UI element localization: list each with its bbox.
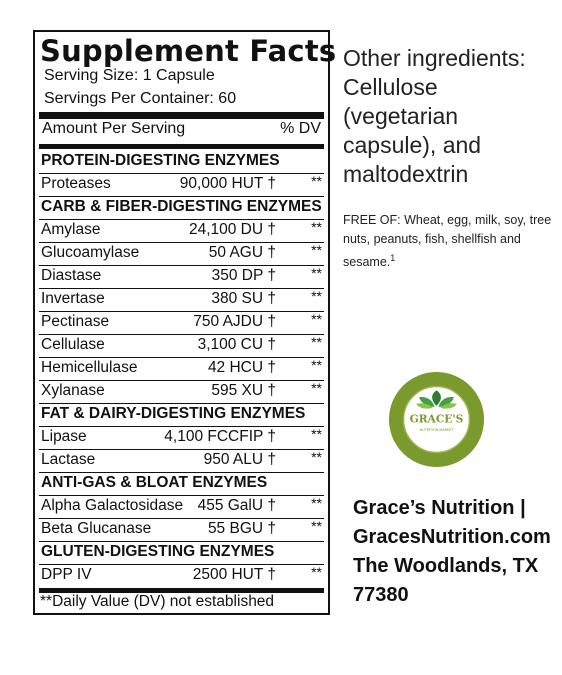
contact-block [353, 494, 558, 610]
nutrient-dv: ** [311, 173, 322, 189]
other-ingredients: Other ingredients: Cellulose (vegetarian capsule), and maltodextrin [343, 45, 526, 187]
nutrient-row [41, 451, 322, 473]
servings-per-container: Servings Per Container: 60 [44, 90, 237, 107]
amount-per-serving-label: Amount Per Serving [42, 120, 186, 137]
nutrient-dv: ** [311, 334, 322, 350]
nutrient-amount: 950 ALU † [203, 451, 276, 468]
nutrient-row [41, 520, 322, 542]
logo-text: GRACE'S [409, 412, 464, 426]
nutrient-row [41, 221, 322, 243]
allergen-statement [343, 211, 553, 272]
divider-thick [39, 112, 324, 119]
nutrient-dv: ** [311, 380, 322, 396]
nutrient-row [41, 244, 322, 266]
nutrient-amount: 750 AJDU † [193, 313, 276, 330]
section-heading: GLUTEN-DIGESTING ENZYMES [41, 543, 275, 560]
supplement-facts-panel [33, 30, 337, 615]
nutrient-name: Proteases [41, 175, 111, 192]
divider [39, 495, 324, 496]
nutrient-dv: ** [311, 219, 322, 235]
divider [39, 311, 324, 312]
section-heading: ANTI-GAS & BLOAT ENZYMES [41, 474, 268, 491]
nutrient-row [41, 175, 322, 197]
divider [39, 357, 324, 358]
divider-medium [39, 144, 324, 149]
nutrient-dv: ** [311, 449, 322, 465]
nutrient-name: Glucoamylase [41, 244, 140, 261]
dv-footnote: **Daily Value (DV) not established [40, 593, 275, 610]
amount-header-row [42, 120, 321, 142]
nutrient-row [41, 359, 322, 381]
nutrient-name: Invertase [41, 290, 105, 307]
divider [39, 173, 324, 174]
nutrient-amount: 55 BGU † [207, 520, 276, 537]
contact-line: The Woodlands, TX [353, 555, 539, 577]
nutrient-amount: 90,000 HUT † [179, 175, 276, 192]
divider [39, 334, 324, 335]
nutrient-dv: ** [311, 311, 322, 327]
nutrient-amount: 24,100 DU † [188, 221, 276, 238]
nutrient-name: Lactase [41, 451, 96, 468]
divider [39, 449, 324, 450]
divider [39, 564, 324, 565]
nutrient-name: Beta Glucanase [41, 520, 152, 537]
divider [39, 403, 324, 404]
nutrient-name: Cellulase [41, 336, 105, 353]
nutrient-row [41, 428, 322, 450]
nutrient-row [41, 566, 322, 588]
nutrient-amount: 50 AGU † [208, 244, 276, 261]
contact-line: 77380 [353, 584, 409, 606]
divider [39, 541, 324, 542]
nutrient-dv: ** [311, 426, 322, 442]
logo-subtext: NUTRITION MARKET [419, 428, 454, 433]
nutrient-dv: ** [311, 242, 322, 258]
nutrient-dv: ** [311, 564, 322, 580]
nutrient-dv: ** [311, 288, 322, 304]
nutrient-amount: 2500 HUT † [192, 566, 276, 583]
section-heading: PROTEIN-DIGESTING ENZYMES [41, 152, 280, 169]
nutrient-row [41, 290, 322, 312]
nutrient-row [41, 267, 322, 289]
nutrient-name: Lipase [41, 428, 87, 445]
nutrient-dv: ** [311, 518, 322, 534]
divider [39, 380, 324, 381]
dv-header-label: % DV [280, 120, 321, 137]
divider [39, 426, 324, 427]
nutrient-name: Pectinase [41, 313, 110, 330]
section-heading: CARB & FIBER-DIGESTING ENZYMES [41, 198, 322, 215]
nutrient-amount: 380 SU † [211, 290, 276, 307]
panel-title: Supplement Facts [40, 34, 337, 68]
divider [39, 288, 324, 289]
nutrient-amount: 4,100 FCCFIP † [164, 428, 276, 445]
contact-line: Grace’s Nutrition | [353, 497, 526, 519]
divider [39, 196, 324, 197]
nutrient-row [41, 313, 322, 335]
grace-leaf-logo-icon [388, 371, 485, 468]
nutrient-row [41, 382, 322, 404]
website-link[interactable]: GracesNutrition.com [353, 526, 551, 548]
nutrient-row [41, 336, 322, 358]
divider [39, 518, 324, 519]
divider [39, 219, 324, 220]
nutrient-dv: ** [311, 495, 322, 511]
nutrient-row [41, 497, 322, 519]
section-heading: FAT & DAIRY-DIGESTING ENZYMES [41, 405, 306, 422]
nutrient-amount: 595 XU † [211, 382, 276, 399]
footnote-mark: 1 [390, 253, 396, 263]
nutrient-dv: ** [311, 357, 322, 373]
nutrient-amount: 455 GalU † [197, 497, 276, 514]
nutrient-amount: 42 HCU † [207, 359, 276, 376]
nutrient-name: Hemicellulase [41, 359, 138, 376]
nutrient-amount: 3,100 CU † [197, 336, 276, 353]
nutrient-name: Amylase [41, 221, 101, 238]
nutrient-name: DPP IV [41, 566, 92, 583]
nutrient-name: Alpha Galactosidase [41, 497, 184, 514]
divider [39, 472, 324, 473]
divider [39, 265, 324, 266]
nutrient-name: Xylanase [41, 382, 105, 399]
allergen-text: FREE OF: Wheat, egg, milk, soy, tree nuts, peanuts, fish, shellfish and sesame. [343, 213, 552, 270]
nutrient-amount: 350 DP † [211, 267, 276, 284]
nutrient-dv: ** [311, 265, 322, 281]
nutrient-name: Diastase [41, 267, 102, 284]
divider [39, 242, 324, 243]
serving-size: Serving Size: 1 Capsule [44, 67, 215, 84]
